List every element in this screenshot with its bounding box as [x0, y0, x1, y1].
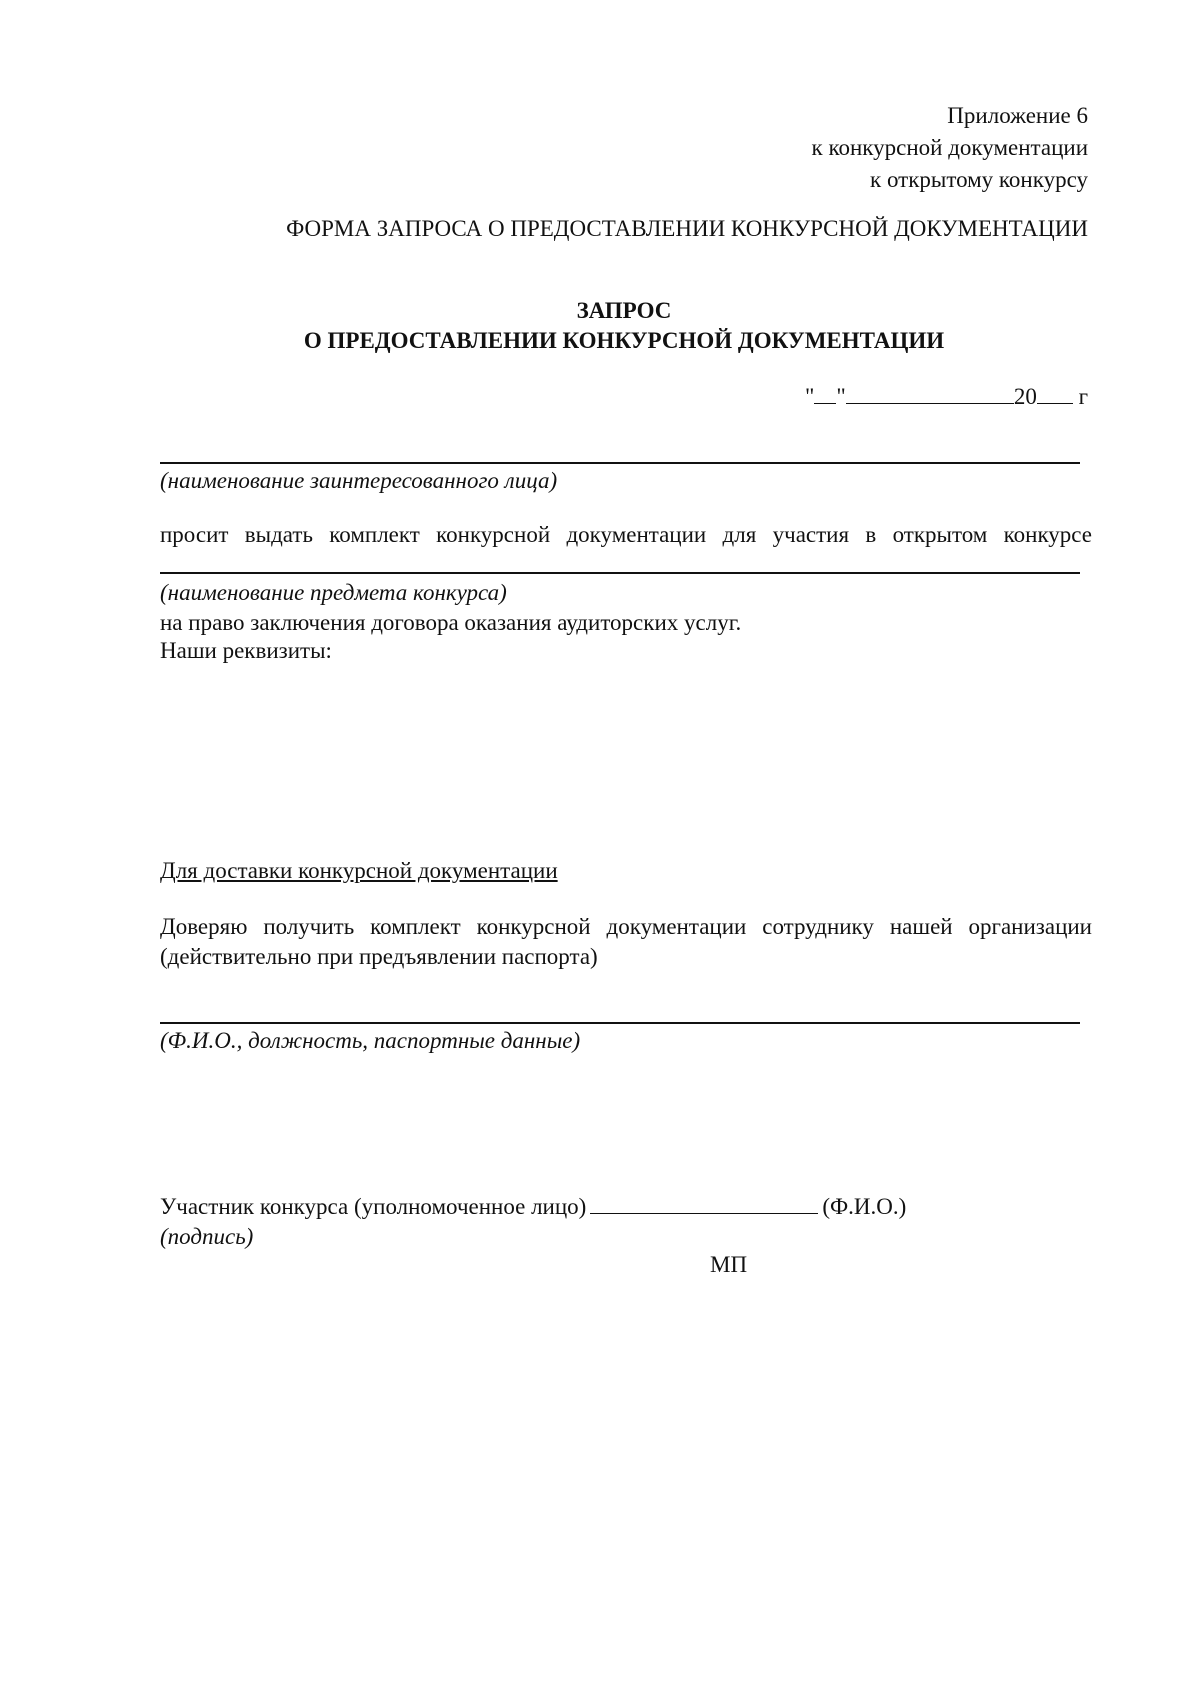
request-text: просит выдать комплект конкурсной документации для участия в открытом конкурсе [160, 522, 1092, 547]
document-title-line-2: О ПРЕДОСТАВЛЕНИИ КОНКУРСНОЙ ДОКУМЕНТАЦИИ [303, 328, 945, 353]
appendix-header [812, 100, 1088, 196]
month-blank[interactable] [846, 383, 1014, 404]
stamp-label: МП [710, 1252, 748, 1277]
form-title: ФОРМА ЗАПРОСА О ПРЕДОСТАВЛЕНИИ КОНКУРСНОЙ ДОКУМЕНТАЦИИ [286, 216, 1088, 241]
appendix-contest-ref: к открытому конкурсу [870, 167, 1088, 192]
applicant-caption: (наименование заинтересованного лица) [160, 468, 558, 493]
signature-caption: (подпись) [160, 1224, 254, 1249]
appendix-number: Приложение 6 [947, 103, 1088, 128]
signature-blank[interactable] [590, 1193, 818, 1214]
year-blank[interactable] [1037, 383, 1073, 404]
date-open-quote: " [805, 384, 815, 409]
trust-text-line-2: (действительно при предъявлении паспорта) [160, 943, 598, 969]
delivery-heading: Для доставки конкурсной документации [160, 858, 558, 883]
document-title [0, 296, 1200, 356]
document-title-line-1: ЗАПРОС [576, 298, 672, 323]
details-label: Наши реквизиты: [160, 638, 332, 663]
person-caption: (Ф.И.О., должность, паспортные данные) [160, 1028, 581, 1053]
date-line [805, 382, 1088, 412]
signature-name-label: (Ф.И.О.) [822, 1194, 907, 1219]
applicant-name-line[interactable] [160, 462, 1080, 464]
day-blank[interactable] [814, 383, 836, 404]
trust-text-line-1: Доверяю получить комплект конкурсной документации сотруднику нашей организации [160, 914, 1092, 939]
signature-label: Участник конкурса (уполномоченное лицо) [160, 1194, 587, 1219]
year-suffix: г [1078, 384, 1088, 409]
year-prefix: 20 [1013, 384, 1037, 409]
contract-text: на право заключения договора оказания аудиторских услуг. [160, 610, 742, 635]
appendix-doc-ref: к конкурсной документации [811, 135, 1088, 160]
contest-subject-line[interactable] [160, 572, 1080, 574]
subject-caption: (наименование предмета конкурса) [160, 580, 507, 605]
signature-line [160, 1192, 906, 1222]
date-close-quote: " [836, 384, 846, 409]
person-details-line[interactable] [160, 1022, 1080, 1024]
trust-paragraph [160, 912, 1092, 972]
